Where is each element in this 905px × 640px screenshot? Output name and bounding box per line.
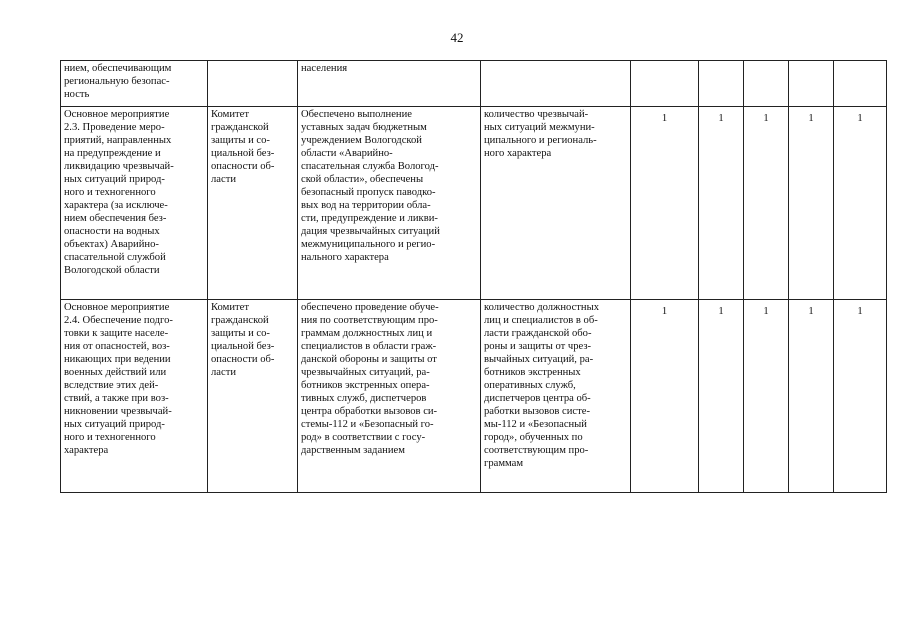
- table-row: [61, 107, 887, 300]
- executor-cell: [208, 61, 298, 107]
- value-cell: 1: [699, 107, 744, 300]
- table-row: [61, 61, 887, 107]
- value-cell: 1: [834, 300, 887, 493]
- value-cell: 1: [744, 300, 789, 493]
- value-cell: 1: [699, 300, 744, 493]
- value-cell: [631, 61, 699, 107]
- value-cell: 1: [834, 107, 887, 300]
- event-cell: Основное мероприятие 2.4. Обеспечение подго- товки к защите населе- ния от опасностей, воз- никающих при ведении военных действий или вследствие этих дей- ствий, а также при воз- никновении чрезвычай- ных ситуаций природ- ного и техногенного характера: [61, 300, 208, 493]
- indicator-cell: количество чрезвычай- ных ситуаций межмуни- ципального и региональ- ного характера: [481, 107, 631, 300]
- description-cell: обеспечено проведение обуче- ния по соответствующим про- граммам должностных лиц и специалистов в области граж- данской обороны и защиты от чрезвычайных ситуаций, ра- ботников экстренных опера- тивных служб, диспетчеров центра обработки вызовов си- стемы-112 и «Безопасный го- род» в соответствии с госу- дарственным заданием: [298, 300, 481, 493]
- value-cell: 1: [789, 300, 834, 493]
- event-cell: Основное мероприятие 2.3. Проведение меро- приятий, направленных на предупреждение и ликвидацию чрезвычай- ных ситуаций природ- ного и техногенного характера (за исключе- нием обеспечения без- опасности на водных объектах) Аварийно- спасательной службой Вологодской области: [61, 107, 208, 300]
- value-cell: [834, 61, 887, 107]
- value-cell: 1: [631, 107, 699, 300]
- executor-cell: Комитет гражданской защиты и со- циальной без- опасности об- ласти: [208, 300, 298, 493]
- indicator-cell: [481, 61, 631, 107]
- event-cell: нием, обеспечивающим региональную безопас- ность: [61, 61, 208, 107]
- indicator-cell: количество должностных лиц и специалистов в об- ласти гражданской обо- роны и защиты от чрез- вычайных ситуаций, ра- ботников экстренных оперативных служб, диспетчеров центра об- работки вызовов систе- мы-112 и «Безопасный город», обученных по соответствующим про- граммам: [481, 300, 631, 493]
- description-cell: населения: [298, 61, 481, 107]
- value-cell: [744, 61, 789, 107]
- value-cell: 1: [631, 300, 699, 493]
- value-cell: 1: [744, 107, 789, 300]
- page-number: 42: [450, 30, 464, 45]
- executor-cell: Комитет гражданской защиты и со- циальной без- опасности об- ласти: [208, 107, 298, 300]
- value-cell: [699, 61, 744, 107]
- value-cell: 1: [789, 107, 834, 300]
- value-cell: [789, 61, 834, 107]
- measures-table: [60, 60, 887, 493]
- description-cell: Обеспечено выполнение уставных задач бюджетным учреждением Вологодской области «Аварийно- спасательная служба Вологод- ской области», обеспечены безопасный пропуск паводко- вых вод на территории обла- сти, предупреждение и ликви- дация чрезвычайных ситуаций межмуниципального и регио- нального характера: [298, 107, 481, 300]
- table-row: [61, 300, 887, 493]
